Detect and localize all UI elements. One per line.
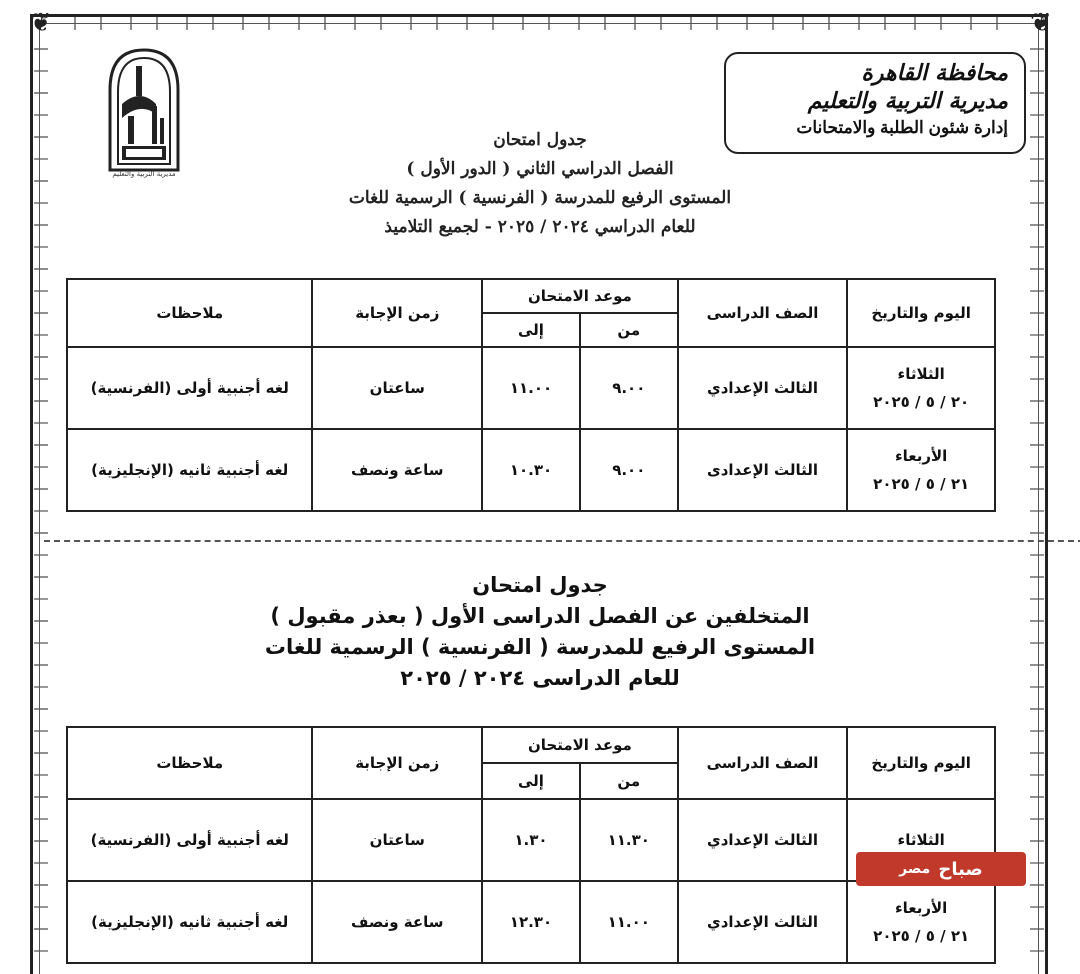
cairo-governorate-logo-icon bbox=[96, 44, 192, 174]
schedule2-title bbox=[240, 570, 840, 694]
to-cell: ١١.٠٠ bbox=[482, 347, 580, 429]
to-cell: ١٢.٣٠ bbox=[482, 881, 580, 963]
schedule1-title-line: المستوى الرفيع للمدرسة ( الفرنسية ) الرسمية للغات bbox=[348, 188, 732, 208]
table-row bbox=[67, 347, 995, 429]
from-cell: ٩.٠٠ bbox=[580, 347, 678, 429]
header-day-date: اليوم والتاريخ bbox=[847, 727, 995, 799]
schedule2-table bbox=[66, 726, 996, 964]
header-day-date: اليوم والتاريخ bbox=[847, 279, 995, 347]
schedule2-title-line: المستوى الرفيع للمدرسة ( الفرنسية ) الرسمية للغات bbox=[264, 635, 816, 659]
day-name: الأربعاء bbox=[894, 447, 948, 465]
schedule2-title-line: المتخلفين عن الفصل الدراسى الأول ( بعذر مقبول ) bbox=[270, 604, 810, 628]
schedule1-title-line: الفصل الدراسي الثاني ( الدور الأول ) bbox=[406, 159, 674, 179]
grade-cell: الثالث الإعدادى bbox=[678, 429, 848, 511]
schedule2-title-line: جدول امتحان bbox=[472, 573, 608, 597]
day-date-cell bbox=[847, 347, 995, 429]
header-notes: ملاحظات bbox=[67, 279, 312, 347]
notes-cell: لغه أجنبية أولى (الفرنسية) bbox=[67, 799, 312, 881]
from-cell: ٩.٠٠ bbox=[580, 429, 678, 511]
day-name: الأربعاء bbox=[894, 899, 948, 917]
header-grade: الصف الدراسى bbox=[678, 279, 848, 347]
header-duration: زمن الإجابة bbox=[312, 279, 482, 347]
table-row bbox=[67, 881, 995, 963]
day-date-cell bbox=[847, 881, 995, 963]
header-to: إلى bbox=[482, 763, 580, 799]
duration-cell: ساعة ونصف bbox=[312, 881, 482, 963]
logo-caption: مديرية التربية والتعليم bbox=[112, 170, 176, 178]
schedule1-title-line: للعام الدراسي ٢٠٢٤ / ٢٠٢٥ - لجميع التلاميذ bbox=[384, 217, 696, 237]
day-name: الثلاثاء bbox=[897, 831, 945, 849]
to-cell: ١.٣٠ bbox=[482, 799, 580, 881]
header-to: إلى bbox=[482, 313, 580, 347]
header-from: من bbox=[580, 763, 678, 799]
schedule2-title-line: للعام الدراسى ٢٠٢٤ / ٢٠٢٥ bbox=[400, 666, 680, 690]
corner-ornament-icon: ❦ bbox=[1030, 8, 1052, 38]
exam-date: ٢٠ / ٥ / ٢٠٢٥ bbox=[873, 393, 970, 411]
header-grade: الصف الدراسى bbox=[678, 727, 848, 799]
duration-cell: ساعتان bbox=[312, 799, 482, 881]
day-name: الثلاثاء bbox=[897, 365, 945, 383]
schedule1-table bbox=[66, 278, 996, 512]
watermark-badge bbox=[856, 852, 1026, 886]
to-cell: ١٠.٣٠ bbox=[482, 429, 580, 511]
governorate-name: محافظة القاهرة bbox=[861, 60, 1008, 86]
day-date-cell bbox=[847, 429, 995, 511]
duration-cell: ساعتان bbox=[312, 347, 482, 429]
schedule1-title-line: جدول امتحان bbox=[493, 130, 587, 150]
from-cell: ١١.٠٠ bbox=[580, 881, 678, 963]
duration-cell: ساعة ونصف bbox=[312, 429, 482, 511]
department-name: إدارة شئون الطلبة والامتحانات bbox=[796, 118, 1008, 137]
table-row bbox=[67, 429, 995, 511]
header-exam-time: موعد الامتحان bbox=[482, 727, 678, 763]
watermark-sub: مصر bbox=[899, 861, 931, 877]
notes-cell: لغه أجنبية ثانيه (الإنجليزية) bbox=[67, 429, 312, 511]
header-from: من bbox=[580, 313, 678, 347]
header-notes: ملاحظات bbox=[67, 727, 312, 799]
grade-cell: الثالث الإعدادي bbox=[678, 799, 848, 881]
exam-date: ٢١ / ٥ / ٢٠٢٥ bbox=[873, 475, 970, 493]
exam-date: ٢١ / ٥ / ٢٠٢٥ bbox=[873, 927, 970, 945]
header-duration: زمن الإجابة bbox=[312, 727, 482, 799]
notes-cell: لغه أجنبية أولى (الفرنسية) bbox=[67, 347, 312, 429]
header-exam-time: موعد الامتحان bbox=[482, 279, 678, 313]
grade-cell: الثالث الإعدادي bbox=[678, 881, 848, 963]
watermark-main: صباح bbox=[938, 858, 983, 880]
notes-cell: لغه أجنبية ثانيه (الإنجليزية) bbox=[67, 881, 312, 963]
schedule1-title bbox=[240, 126, 840, 242]
corner-ornament-icon: ❦ bbox=[30, 8, 52, 38]
dashed-divider bbox=[44, 540, 1080, 542]
grade-cell: الثالث الإعدادي bbox=[678, 347, 848, 429]
directorate-name: مديرية التربية والتعليم bbox=[807, 88, 1008, 114]
from-cell: ١١.٣٠ bbox=[580, 799, 678, 881]
